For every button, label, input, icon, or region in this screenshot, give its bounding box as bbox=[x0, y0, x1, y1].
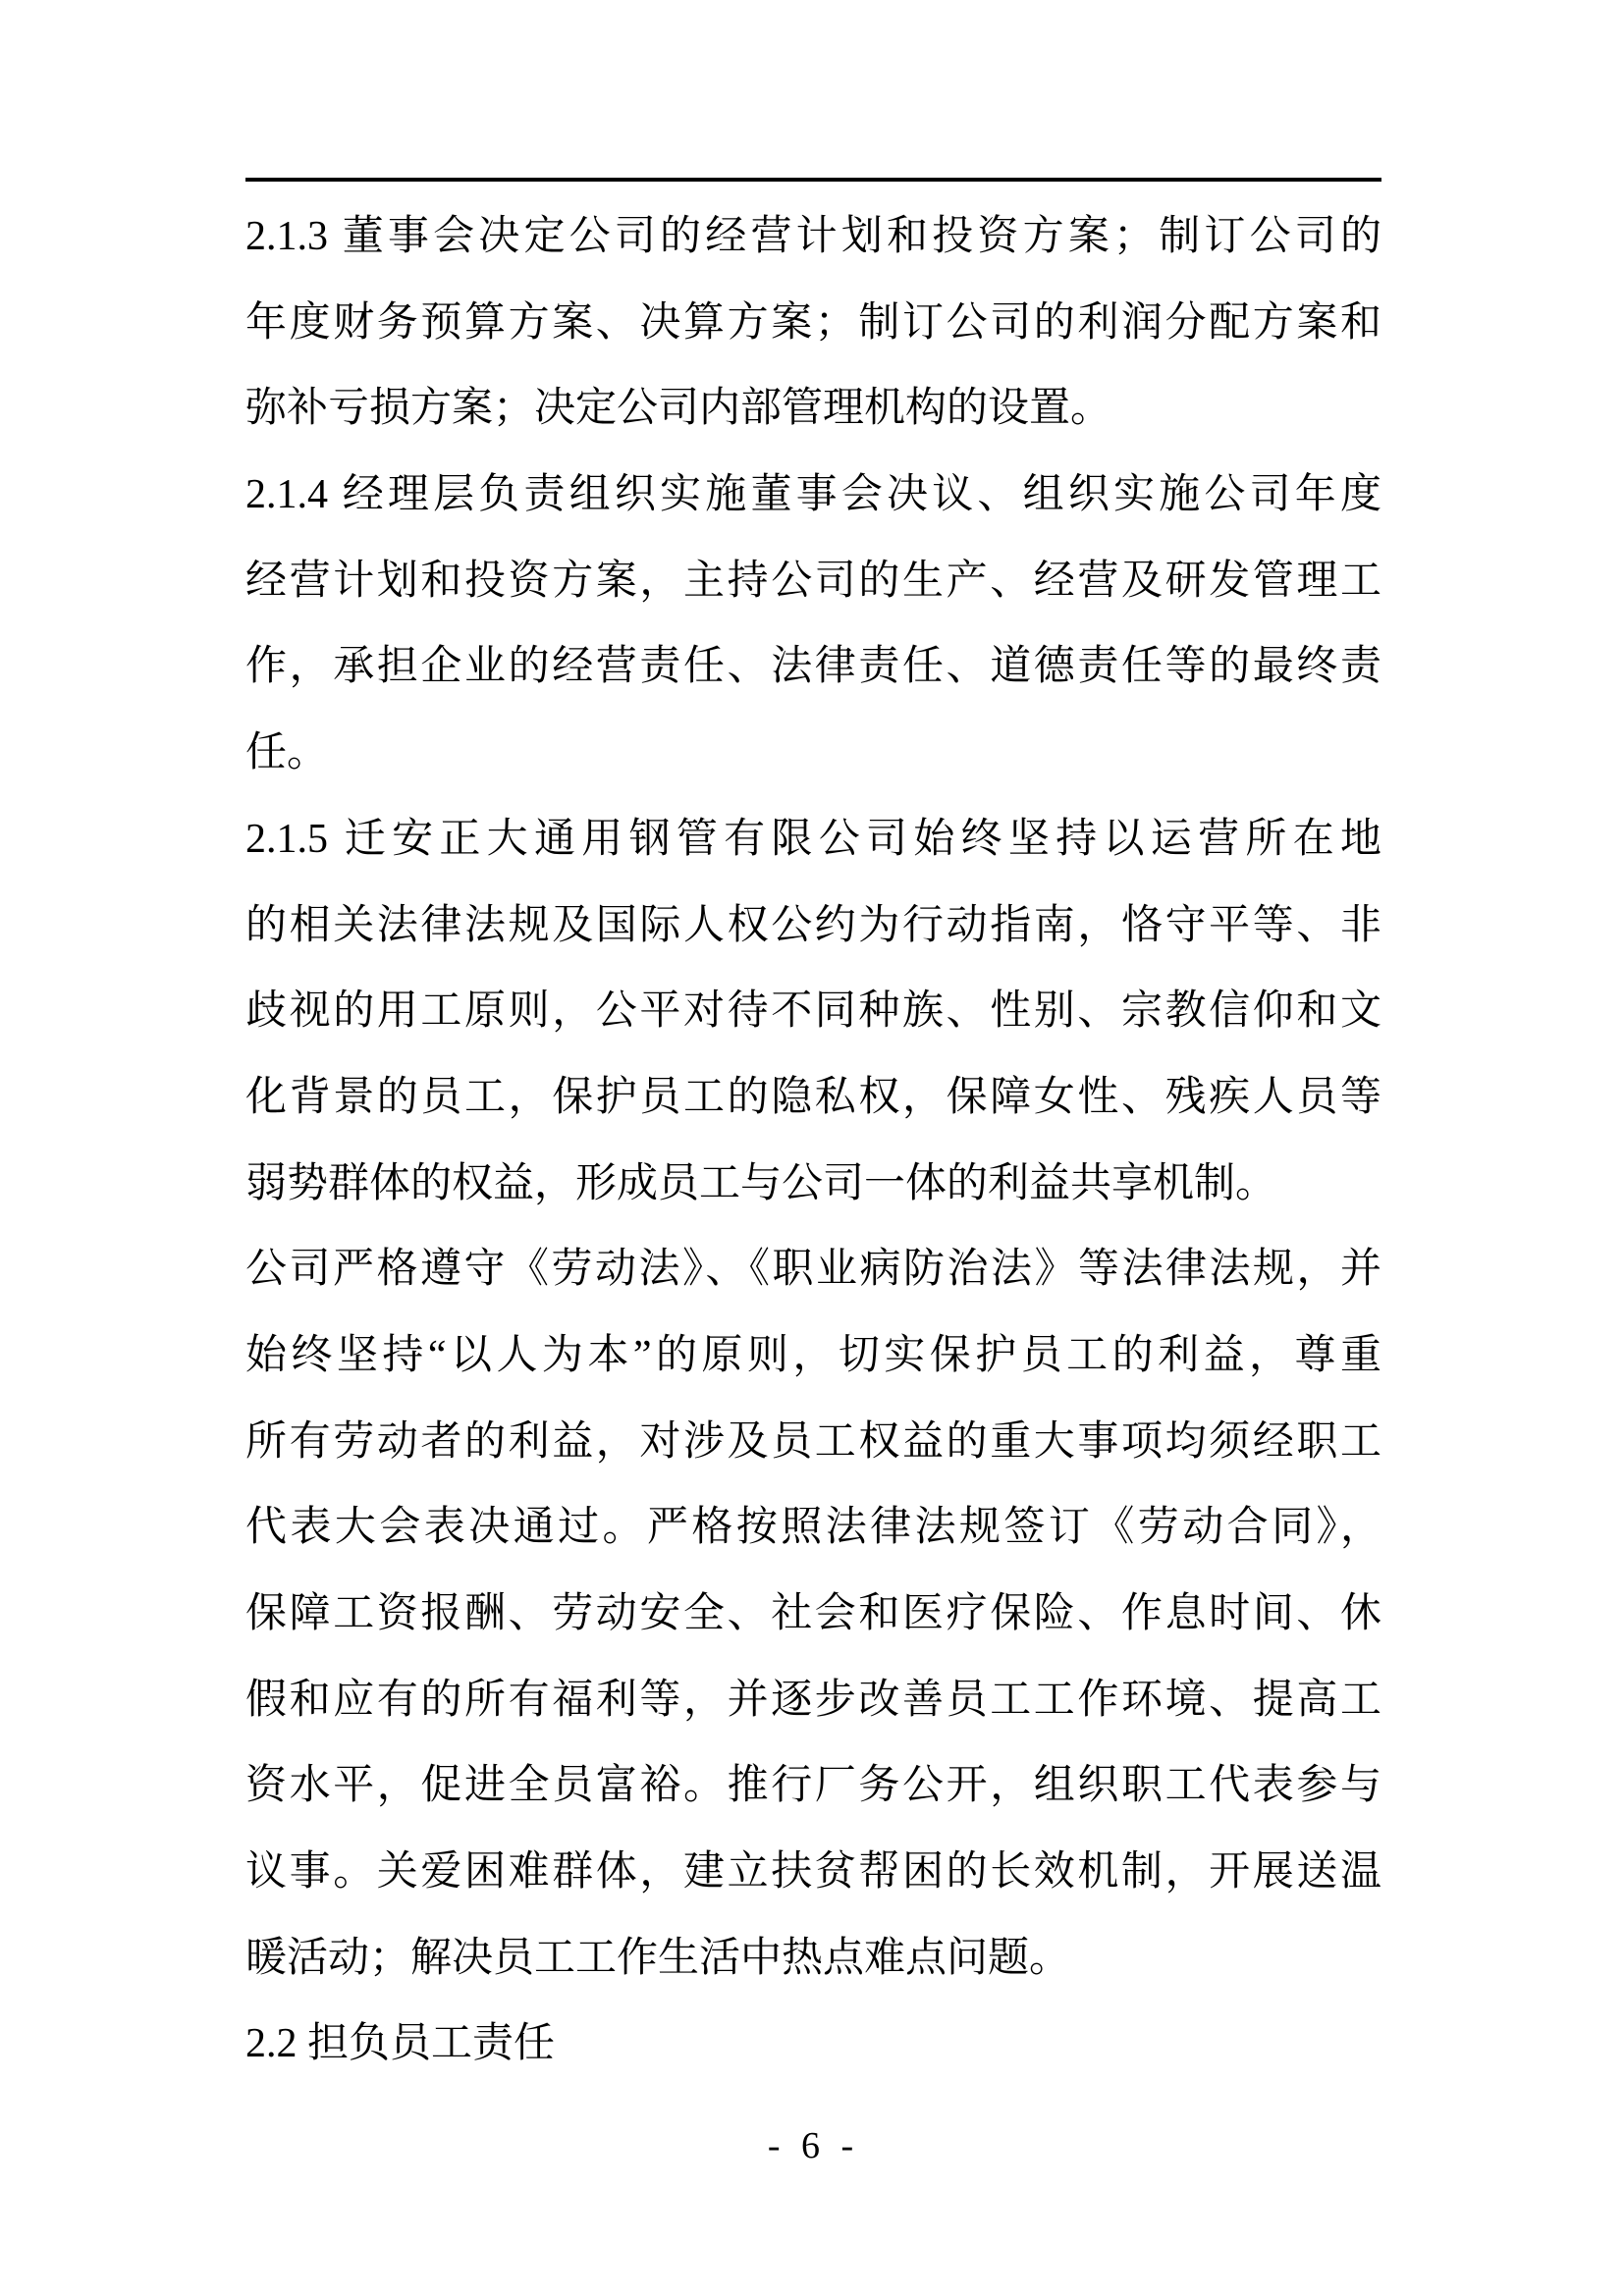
text-line: 经营计划和投资方案，主持公司的生产、经营及研发管理工 bbox=[245, 558, 1381, 604]
text-line: 所有劳动者的利益，对涉及员工权益的重大事项均须经职工 bbox=[245, 1418, 1381, 1465]
page-number: - 6 - bbox=[767, 2125, 860, 2166]
text-line: 任。 bbox=[245, 730, 329, 776]
text-line: 弥补亏损方案；决定公司内部管理机构的设置。 bbox=[245, 386, 1112, 432]
text-line: 公司严格遵守《劳动法》、《职业病防治法》等法律法规，并 bbox=[245, 1247, 1381, 1293]
text-line: 代表大会表决通过。严格按照法律法规签订《劳动合同》， bbox=[245, 1505, 1381, 1551]
header-rule bbox=[245, 178, 1381, 182]
text-line-2-1-3: 2.1.3 董事会决定公司的经营计划和投资方案；制订公司的 bbox=[245, 214, 1381, 259]
text-line: 假和应有的所有福利等，并逐步改善员工工作环境、提高工 bbox=[245, 1677, 1381, 1723]
text-line-2-1-4: 2.1.4 经理层负责组织实施董事会决议、组织实施公司年度 bbox=[245, 472, 1381, 518]
text-line: 议事。关爱困难群体，建立扶贫帮困的长效机制，开展送温 bbox=[245, 1849, 1381, 1896]
text-line: 暖活动；解决员工工作生活中热点难点问题。 bbox=[245, 1935, 1071, 1981]
text-line: 年度财务预算方案、决算方案；制订公司的利润分配方案和 bbox=[245, 299, 1381, 346]
text-line: 作，承担企业的经营责任、法律责任、道德责任等的最终责 bbox=[245, 644, 1381, 690]
text-line-2-1-5: 2.1.5 迁安正大通用钢管有限公司始终坚持以运营所在地 bbox=[245, 816, 1381, 862]
text-line: 歧视的用工原则，公平对待不同种族、性别、宗教信仰和文 bbox=[245, 988, 1381, 1035]
text-line: 的相关法律法规及国际人权公约为行动指南，恪守平等、非 bbox=[245, 902, 1381, 948]
text-line: 保障工资报酬、劳动安全、社会和医疗保险、作息时间、休 bbox=[245, 1591, 1381, 1636]
document-body bbox=[245, 194, 1381, 2088]
text-line: 弱势群体的权益，形成员工与公司一体的利益共享机制。 bbox=[245, 1160, 1277, 1206]
section-heading-2-2: 2.2 担负员工责任 bbox=[245, 2021, 556, 2067]
text-line: 始终坚持“以人为本”的原则，切实保护员工的利益，尊重 bbox=[245, 1332, 1381, 1378]
text-line: 化背景的员工，保护员工的隐私权，保障女性、残疾人员等 bbox=[245, 1074, 1381, 1120]
text-line: 资水平，促进全员富裕。推行厂务公开，组织职工代表参与 bbox=[245, 1763, 1381, 1809]
